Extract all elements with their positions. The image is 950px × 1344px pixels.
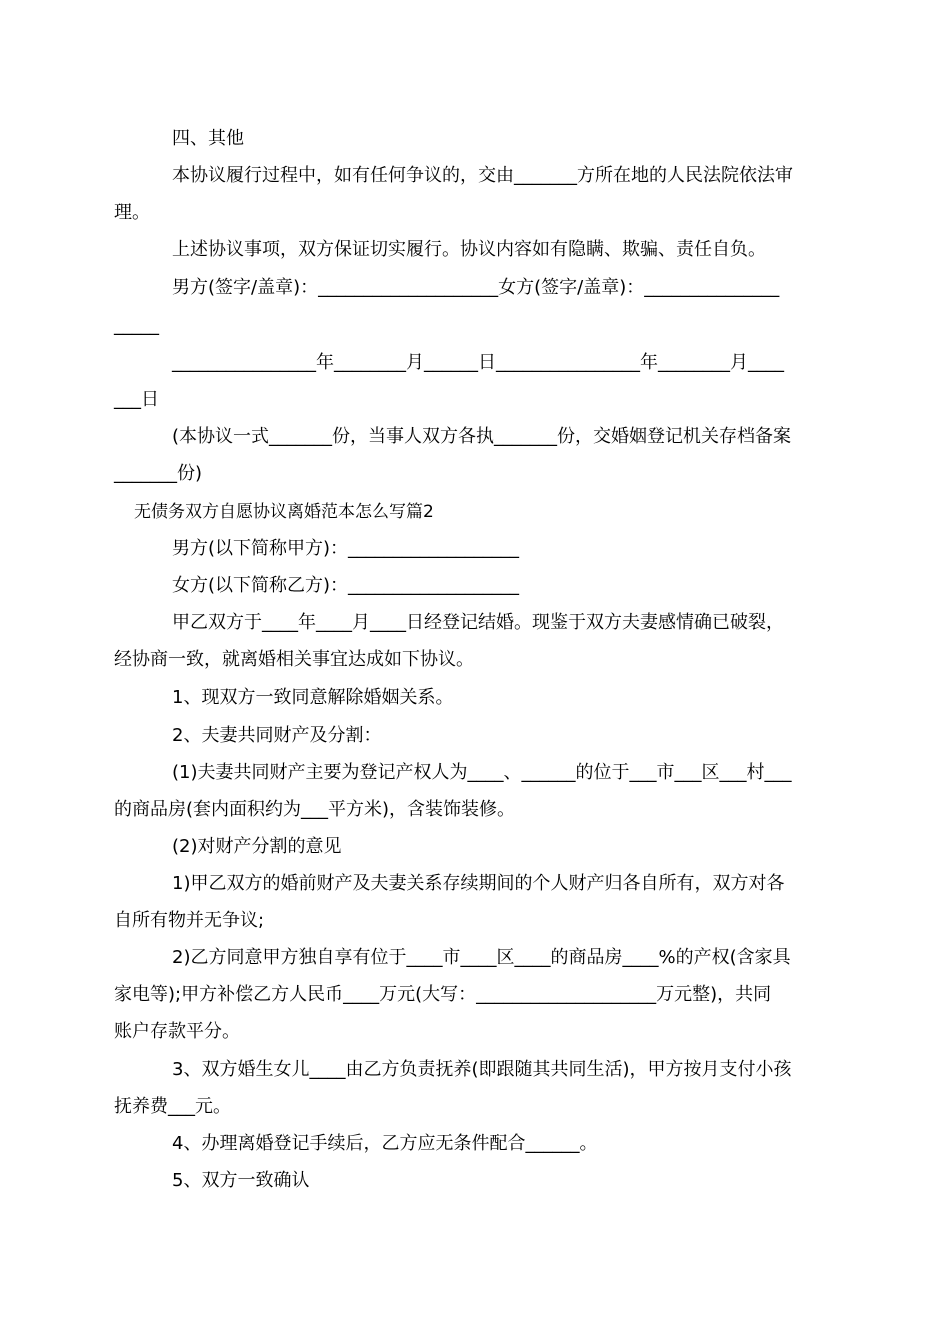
copies-clause-line2: _______份)	[114, 463, 203, 484]
item-2-2-1-line2: 自所有物并无争议;	[114, 910, 265, 931]
guarantee-clause: 上述协议事项，双方保证切实履行。协议内容如有隐瞒、欺骗、责任自负。	[172, 239, 766, 260]
item-2-2-2-line3: 账户存款平分。	[114, 1021, 240, 1042]
section-heading: 四、其他	[172, 128, 244, 149]
dispute-clause-line2: 理。	[114, 202, 150, 223]
date-line: ________________年________月______日________________年________月____	[172, 352, 784, 373]
item-2-2: (2)对财产分割的意见	[172, 836, 342, 857]
item-2-2-2-line2: 家电等);甲方补偿乙方人民币____万元(大写：____________________万元整)，共同	[114, 984, 772, 1005]
signature-line: 男方(签字/盖章)：____________________女方(签字/盖章)：_______________	[172, 277, 780, 298]
date-line-continued: ___日	[114, 389, 159, 410]
man-party-line: 男方(以下简称甲方)：___________________	[172, 538, 520, 559]
item-4: 4、办理离婚登记手续后，乙方应无条件配合______。	[172, 1133, 598, 1154]
item-2: 2、夫妻共同财产及分割：	[172, 725, 382, 746]
marriage-clause-line1: 甲乙双方于____年____月____日经登记结婚。现鉴于双方夫妻感情确已破裂，	[172, 612, 784, 633]
item-2-1-line1: (1)夫妻共同财产主要为登记产权人为____、______的位于___市___区___村___	[172, 762, 792, 783]
item-2-2-1-line1: 1)甲乙双方的婚前财产及夫妻关系存续期间的个人财产归各自所有，双方对各	[172, 873, 785, 894]
item-5: 5、双方一致确认	[172, 1170, 310, 1191]
woman-party-line: 女方(以下简称乙方)：___________________	[172, 575, 520, 596]
item-3-line1: 3、双方婚生女儿____由乙方负责抚养(即跟随其共同生活)，甲方按月支付小孩	[172, 1059, 792, 1080]
dispute-clause-line1: 本协议履行过程中，如有任何争议的，交由_______方所在地的人民法院依法审	[172, 165, 793, 186]
item-1: 1、现双方一致同意解除婚姻关系。	[172, 687, 454, 708]
item-2-2-2-line1: 2)乙方同意甲方独自享有位于____市____区____的商品房____%的产权(含家具	[172, 947, 791, 968]
item-2-1-line2: 的商品房(套内面积约为___平方米)，含装饰装修。	[114, 799, 516, 820]
article-title: 无债务双方自愿协议离婚范本怎么写篇2	[134, 502, 434, 522]
item-3-line2: 抚养费___元。	[114, 1096, 231, 1117]
signature-line-continued: _____	[114, 315, 159, 336]
marriage-clause-line2: 经协商一致，就离婚相关事宜达成如下协议。	[114, 649, 474, 670]
copies-clause-line1: (本协议一式_______份，当事人双方各执_______份，交婚姻登记机关存档备案	[172, 426, 792, 447]
